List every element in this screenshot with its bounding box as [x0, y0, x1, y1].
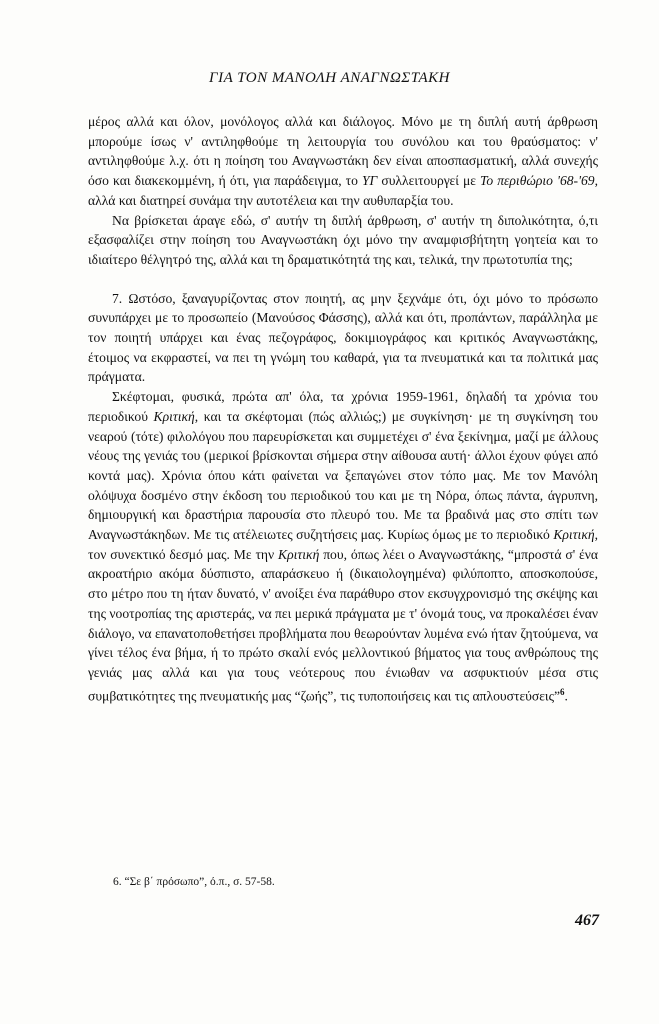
italic-title: ΥΓ	[362, 173, 378, 189]
italic-title: Κριτική	[153, 408, 195, 424]
text-run: Σκέφτομαι, φυσικά, πρώτα απ' όλα, τα χρόνια 1959-1961, δηλαδή τα χρόνια του περιοδικού	[88, 389, 598, 424]
running-title: ΓΙΑ ΤΟΝ ΜΑΝΟΛΗ ΑΝΑΓΝΩΣΤΑΚΗ	[209, 70, 450, 86]
paragraph-3: 7. Ωστόσο, ξαναγυρίζοντας στον ποιητή, ας μην ξεχνάμε ότι, όχι μόνο το πρόσωπο συνυπάρχει με το προσωπείο (Μανούσος Φάσσης), αλλά και ότι, προπάντων, παράλληλα με τον ποιητή υπάρχει και ένας πεζογράφος, δοκιμιογράφος και κριτικός Αναγνωστάκης, έτοιμος να εκφραστεί, να πει τη γνώμη του καθαρά, για τα πνευματικά και τα πολιτικά μας πράγματα.	[88, 290, 598, 385]
text-run: που, όπως λέει ο Αναγνωστάκης, “μπροστά σ' ένα ακροατήριο ακόμα δύσπιστο, απαράσκευο ή (δικαιολογημένα) φιλύποπτο, αποσκοπούσε, στο μέτρο που τη ήταν δυνατό, ν' ανοίξει ένα παράθυρο στον εκσυγχρονισμό της σκέψης και της νοοτροπίας της αριστεράς, να πει μερικά πράγματα με τ' όνομά τους, να προκαλέσει έναν διάλογο, να επανατοποθετήσει προβλήματα που θεωρούνταν λυμένα ενώ ήταν ζητούμενα, να γίνει τέλος ένα βήμα, ή το πρώτο σκαλί ενός μελλοντικού βήματος για τους ανθρώπους της γενιάς μας αλλά και για τους νεότερους που ένιωθαν να ασφυκτιούν μέσα στις συμβατικότητες της πνευματικής μας “ζωής”, τις τυποποιήσεις και τις απλουστεύσεις”	[88, 546, 598, 704]
italic-title: Το περιθώριο '68-'69	[480, 173, 595, 189]
text-run: μέρος αλλά και όλον, μονόλογος αλλά και διάλογος. Μόνο με τη διπλή αυτή άρθρωση μπορούμε ίσως ν' αντιληφθούμε τη λειτουργία του συνόλου και του θραύσματος: ν' αντιληφθούμε λ.χ. ότι η ποίηση του Αναγνωστάκη δεν είναι αποσπασματική, αλλά συνεχής όσο και διακεκομμένη, ή ότι, για παράδειγμα, το	[88, 114, 598, 189]
footnote-marker: 6	[560, 686, 565, 697]
italic-title: Κριτική	[553, 527, 595, 543]
text-run: , τον συνεκτικό δεσμό μας. Με την	[88, 527, 598, 562]
body-text	[88, 112, 598, 706]
footnote: 6. “Σε β΄ πρόσωπο”, ό.π., σ. 57-58.	[113, 876, 275, 888]
paragraph-2: Να βρίσκεται άραγε εδώ, σ' αυτήν τη διπλή άρθρωση, σ' αυτήν τη διπολικότητα, ό,τι εξασφαλίζει στην ποίηση του Αναγνωστάκη όχι μόνο την αναμφισβήτητη γοητεία και το ιδιαίτερο θέλγητρό της, αλλά και τη δραματικότητά της και, τελικά, την πρωτοτυπία της;	[88, 212, 598, 267]
page-number: 467	[575, 912, 599, 929]
text-run: , και τα σκέφτομαι (πώς αλλιώς;) με συγκίνηση· με τη συγκίνηση του νεαρού (τότε) φιλολόγου που παρευρίσκεται και συμμετέχει σ' ένα ξεκίνημα, μαζί με άλλους νέους της γενιάς του (μερικοί βρίσκονται σήμερα στην αίθουσα αυτή· άλλοι έχουν φύγει από κοντά μας). Χρόνια όπου κάτι φαίνεται να ξεπαγώνει στον τόπο μας. Με τον Μανόλη ολόψυχα δοσμένο στην έκδοση του περιοδικού του και με τη Νόρα, όπως πάντα, άγρυπνη, δημιουργική και δραστήρια παρουσία στο πλευρό του. Με τα βραδινά μας στο σπίτι των Αναγνωστάκηδων. Με τις ατέλειωτες συζητήσεις μας. Κυρίως όμως με το περιοδικό	[88, 408, 598, 543]
italic-title: Κριτική	[278, 546, 320, 562]
text-run: , αλλά και διατηρεί συνάμα την αυτοτέλεια και την αυθυπαρξία του.	[88, 173, 598, 208]
paragraph-4	[88, 387, 598, 706]
text-run: συλλειτουργεί με	[377, 173, 481, 189]
paragraph-1	[88, 112, 598, 211]
text-run: .	[564, 688, 568, 704]
